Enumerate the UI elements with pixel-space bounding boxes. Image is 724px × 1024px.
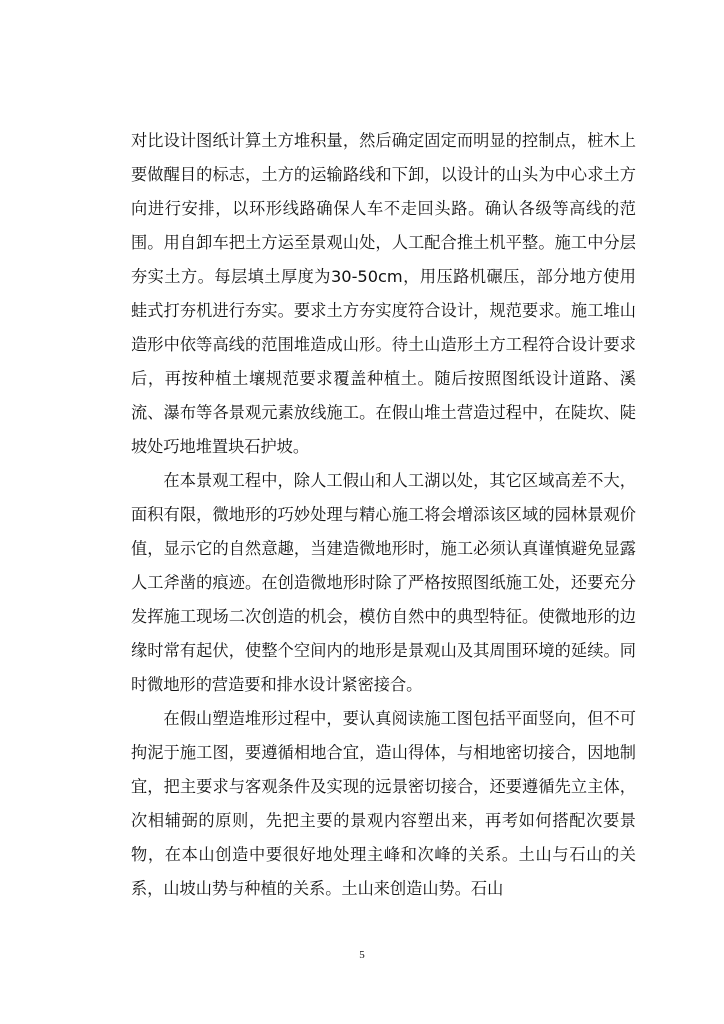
body-text <box>131 124 636 906</box>
paragraph-micro-terrain: 在本景观工程中，除人工假山和人工湖以处，其它区域高差不大，面积有限，微地形的巧妙处理与精心施工将会增添该区域的园林景观价值，显示它的自然意趣，当建造微地形时，施工必须认真谨慎避免显露人工斧凿的痕迹。在创造微地形时除了严格按照图纸施工处，还要充分发挥施工现场二次创造的机会，模仿自然中的典型特征。使微地形的边缘时常有起伏，使整个空间内的地形是景观山及其周围环境的延续。同时微地形的营造要和排水设计紧密接合。 <box>131 471 636 694</box>
paragraph-rockery-shaping: 在假山塑造堆形过程中，要认真阅读施工图包括平面竖向，但不可拘泥于施工图，要遵循相地合宜，造山得体，与相地密切接合，因地制宜，把主要求与客观条件及实现的远景密切接合，还要遵循先立主体，次相辅弼的原则，先把主要的景观内容塑出来，再考如何搭配次要景物，在本山创造中要很好地处理主峰和次峰的关系。土山与石山的关系，山坡山势与种植的关系。土山来创造山势。石山 <box>131 709 636 898</box>
paragraph-earthwork: 对比设计图纸计算土方堆积量，然后确定固定而明显的控制点，桩木上要做醒目的标志，土方的运输路线和下卸，以设计的山头为中心求土方向进行安排，以环形线路确保人车不走回头路。确认各级等高线的范围。用自卸车把土方运至景观山处，人工配合推土机平整。施工中分层夯实土方。每层填土厚度为30-50cm，用压路机碾压，部分地方使用蛙式打夯机进行夯实。要求土方夯实度符合设计，规范要求。施工堆山造形中依等高线的范围堆造成山形。待土山造形土方工程符合设计要求后，再按种植土壤规范要求覆盖种植土。随后按照图纸设计道路、溪流、瀑布等各景观元素放线施工。在假山堆土营造过程中，在陡坎、陡坡处巧地堆置块石护坡。 <box>131 131 636 456</box>
page-number: 5 <box>359 949 365 961</box>
